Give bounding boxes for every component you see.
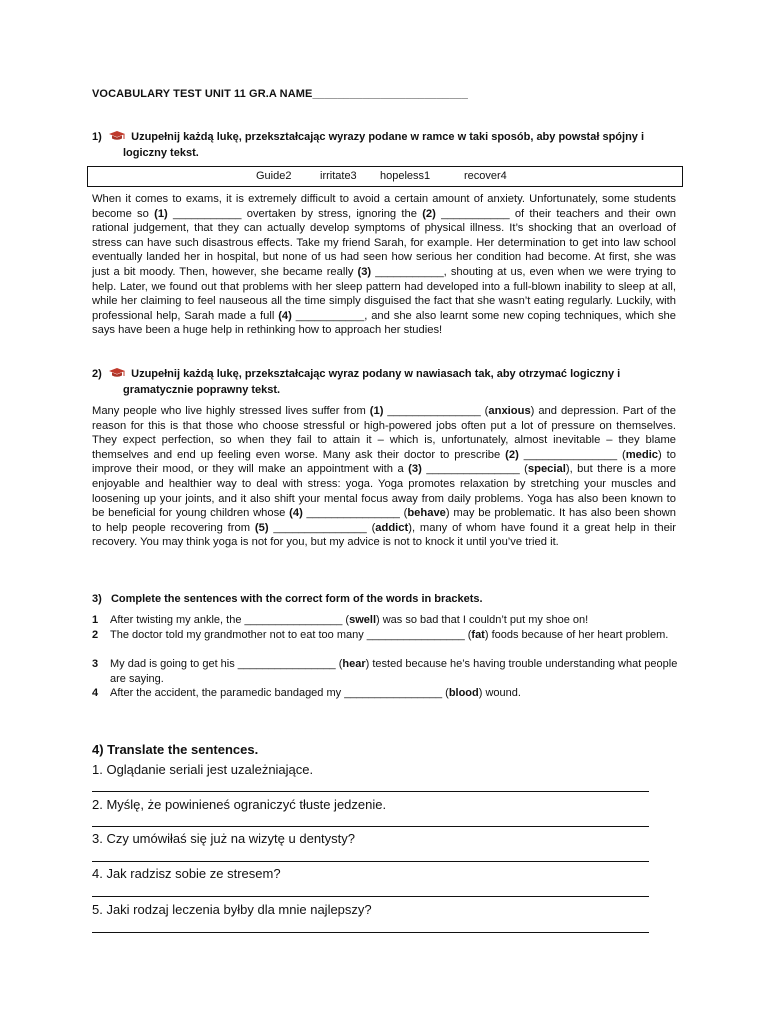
gap-number: (1) <box>154 207 168 220</box>
text-run: _______________ ( <box>268 521 376 534</box>
section2-number: 2) <box>92 368 102 380</box>
item-text <box>92 686 682 701</box>
answer-line[interactable] <box>92 791 649 792</box>
item-text <box>92 657 682 686</box>
answer-line[interactable] <box>92 861 649 862</box>
text-run: When it comes to exams, it is extremely difficult to avoid a certain amount of anxiety. Unfortunately, some students become so <box>92 193 676 220</box>
translate-sentence: 1. Oglądanie seriali jest uzależniające. <box>92 762 314 777</box>
section4-heading: 4) Translate the sentences. <box>92 742 259 757</box>
answer-line[interactable] <box>92 896 649 897</box>
word-in-brackets: anxious <box>488 405 531 417</box>
word-in-brackets: medic <box>625 448 659 461</box>
text-run: _______________ ( <box>302 507 408 520</box>
section2-instruction: Uzupełnij każdą lukę, przekształcając wyraz podany w nawiasach tak, aby otrzymać logiczny i <box>131 368 621 380</box>
text-run: ) and depression. Part of the reason for this is that those who choose stressful or high-powered jobs often put a lot of pressure on themselves. They expect perfection, so when they fail to attain it – which is, unfortunately, almost inevitable – they blame themselves and end up feeling even worse. Many ask their doctor to prescribe <box>92 405 676 461</box>
section2-text <box>92 404 676 550</box>
translate-sentence: 5. Jaki rodzaj leczenia byłby dla mnie najlepszy? <box>92 902 372 917</box>
gap-number: (4) <box>278 309 292 322</box>
text-run: After twisting my ankle, the ________________ ( <box>110 614 350 626</box>
word-box-item: recover4 <box>464 170 507 182</box>
word-in-brackets: special <box>527 463 566 476</box>
gap-number: (3) <box>357 265 372 278</box>
text-run: ) foods because of her heart problem. <box>484 629 669 641</box>
answer-line[interactable] <box>92 932 649 933</box>
sentence-item <box>92 657 682 686</box>
word-in-brackets: behave <box>407 507 446 520</box>
text-run: Many people who live highly stressed lives suffer from <box>92 405 370 417</box>
word-box <box>87 166 683 187</box>
word-box-item: irritate3 <box>320 170 357 182</box>
text-run: ), but there is a more enjoyable and healthier way to deal with stress: yoga. Yoga promotes relaxation by stretching your muscles and loosening up your joints, and it also shift your mental focus away from daily problems. Yoga has also been known to be beneficial for young children whose <box>92 463 676 520</box>
word-in-brackets: addict <box>375 521 409 534</box>
word-box-item: hopeless1 <box>380 170 431 182</box>
section1-number: 1) <box>92 131 102 143</box>
text-run: ) was so bad that I couldn’t put my shoe on! <box>376 614 589 626</box>
word-in-brackets: blood <box>448 687 479 699</box>
text-run: The doctor told my grandmother not to eat too many ________________ ( <box>110 629 472 641</box>
section3-heading: 3) Complete the sentences with the correct form of the words in brackets. <box>92 593 483 605</box>
text-run: ___________ of their teachers and their own rational judgement, that they can actually develop symptoms of physical illness. It’s shocking that an overload of stress can have such disastrous effects. Take my friend Sarah, for example. Her determination to get into law school eventually landed her in hospital, but none of us had seen how serious her condition had become. At first, she was just a bit moody. Then, however, she became really <box>92 207 676 278</box>
word-in-brackets: swell <box>349 614 377 626</box>
text-run: ___________ overtaken by stress, ignoring the <box>167 207 423 220</box>
gap-number: (2) <box>505 448 519 461</box>
section1-instruction: Uzupełnij każdą lukę, przekształcając wyrazy podane w ramce w taki sposób, aby powstał spójny i <box>131 131 645 143</box>
text-run: ___________, shouting at us, even when we were trying to help. Later, we found out that problems with her sleep pattern had developed into a full-blown inability to sleep at all, while her claiming to feel nauseous all the time simply disguised the fact that she wasn’t eating regularly. Luckily, with professional help, Sarah made a full <box>92 265 676 322</box>
section1-instruction-cont: logiczny tekst. <box>123 147 199 159</box>
gap-number: (1) <box>369 405 384 417</box>
text-run: ) to improve their mood, or they will make an appointment with a <box>92 448 676 476</box>
answer-line[interactable] <box>92 826 649 827</box>
gap-number: (4) <box>289 507 303 520</box>
item-number: 3 <box>92 658 99 670</box>
item-number: 1 <box>92 614 99 626</box>
graduation-cap-icon <box>109 131 125 141</box>
text-run: ) may be problematic. It has also been shown to help people recovering from <box>92 507 676 534</box>
translate-sentence: 2. Myślę, że powinieneś ograniczyć tłuste jedzenie. <box>92 797 387 812</box>
item-number: 2 <box>92 629 99 641</box>
translate-sentence: 3. Czy umówiłaś się już na wizytę u dentysty? <box>92 831 355 846</box>
word-box-item: Guide2 <box>256 170 292 182</box>
text-run: ), many of whom have found it a great help in their recovery. You may think yoga is not for you, but my advice is not to knock it until you’ve tried it. <box>92 521 676 549</box>
gap-number: (2) <box>422 207 436 220</box>
text-run: ___________, and she also learnt some new coping techniques, which she says have been a huge help in rethinking how to approach her studies! <box>92 309 676 337</box>
text-run: _______________ ( <box>518 448 626 461</box>
text-run: ) tested because he’s having trouble understanding what people are saying. <box>110 658 678 685</box>
text-run: After the accident, the paramedic bandaged my ________________ ( <box>110 687 449 699</box>
item-text <box>92 613 682 628</box>
section1-text <box>92 192 676 338</box>
text-run: ) wound. <box>478 687 521 699</box>
text-run: My dad is going to get his ________________ ( <box>110 658 343 670</box>
section1-heading <box>92 129 682 161</box>
word-in-brackets: fat <box>471 629 485 641</box>
translate-sentence: 4. Jak radzisz sobie ze stresem? <box>92 866 281 881</box>
sentence-item <box>92 628 682 643</box>
section2-instruction-cont: gramatycznie poprawny tekst. <box>123 384 281 396</box>
worksheet-title: VOCABULARY TEST UNIT 11 GR.A NAME_________________________ <box>92 88 468 100</box>
item-text <box>92 628 682 643</box>
gap-number: (5) <box>254 521 269 534</box>
text-run: _______________ ( <box>421 463 528 476</box>
gap-number: (3) <box>408 463 422 476</box>
text-run: _______________ ( <box>383 405 489 417</box>
graduation-cap-icon <box>109 368 125 378</box>
sentence-item <box>92 686 682 701</box>
item-number: 4 <box>92 687 99 699</box>
sentence-item <box>92 613 682 628</box>
word-in-brackets: hear <box>342 658 366 670</box>
section2-heading <box>92 366 682 398</box>
